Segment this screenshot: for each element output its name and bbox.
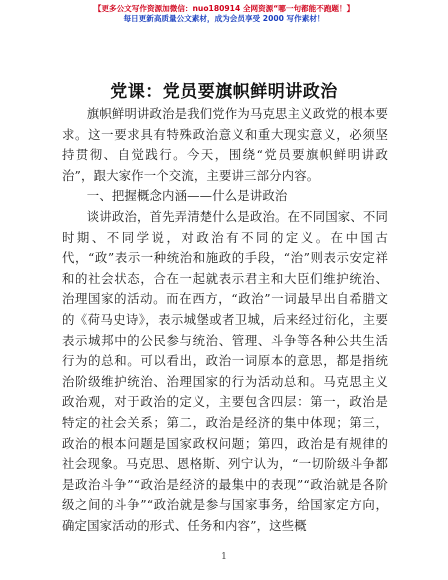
document-body (62, 104, 388, 536)
promo-banner-line-2: 每日更新高质量公文素材，成为会员享受 2000 写作素材！ (123, 14, 325, 23)
section-1-paragraph: 谈讲政治，首先弄清楚什么是政治。在不同国家、不同时期、不同学说，对政治有不同的定义。在中国古代，“政”表示一种统治和施政的手段，“治”则表示安定祥和的社会状态，合在一起就表示君主和大臣们维护统治、治理国家的活动。而在西方，“政治”一词最早出自希腊文的《荷马史诗》，表示城堡或者卫城，后来经过衍化，主要表示城邦中的公民参与统治、管理、斗争等各种公共生活行为的总和。可以看出，政治一词原本的意思，都是指统治阶级维护统治、治理国家的行为活动总和。马克思主义政治观，对于政治的定义，主要包含四层：第一，政治是特定的社会关系；第二，政治是经济的集中体现；第三，政治的根本问题是国家政权问题；第四，政治是有规律的社会现象。马克思、恩格斯、列宁认为，“一切阶级斗争都是政治斗争”“政治是经济的最集中的表现”“政治就是各阶级之间的斗争”“政治就是参与国家事务，给国家定方向，确定国家活动的形式、任务和内容”，这些概 (62, 208, 388, 533)
intro-paragraph: 旗帜鲜明讲政治是我们党作为马克思主义政党的根本要求。这一要求具有特殊政治意义和重大现实意义，必须坚持贯彻、自觉践行。今天，围绕“党员要旗帜鲜明讲政治”，跟大家作一个交流，主要讲三部分内容。 (62, 106, 388, 183)
promo-banner-line-1: 【更多公文写作资源加微信：nuo180914 全网资源“哪一句都能不跑题！】 (93, 4, 355, 13)
page-number: 1 (221, 552, 227, 562)
document-title: 党课：党员要旗帜鲜明讲政治 (110, 82, 338, 102)
header-banner (18, 4, 430, 44)
section-heading-1: 一、把握概念内涵——什么是讲政治 (86, 188, 288, 204)
